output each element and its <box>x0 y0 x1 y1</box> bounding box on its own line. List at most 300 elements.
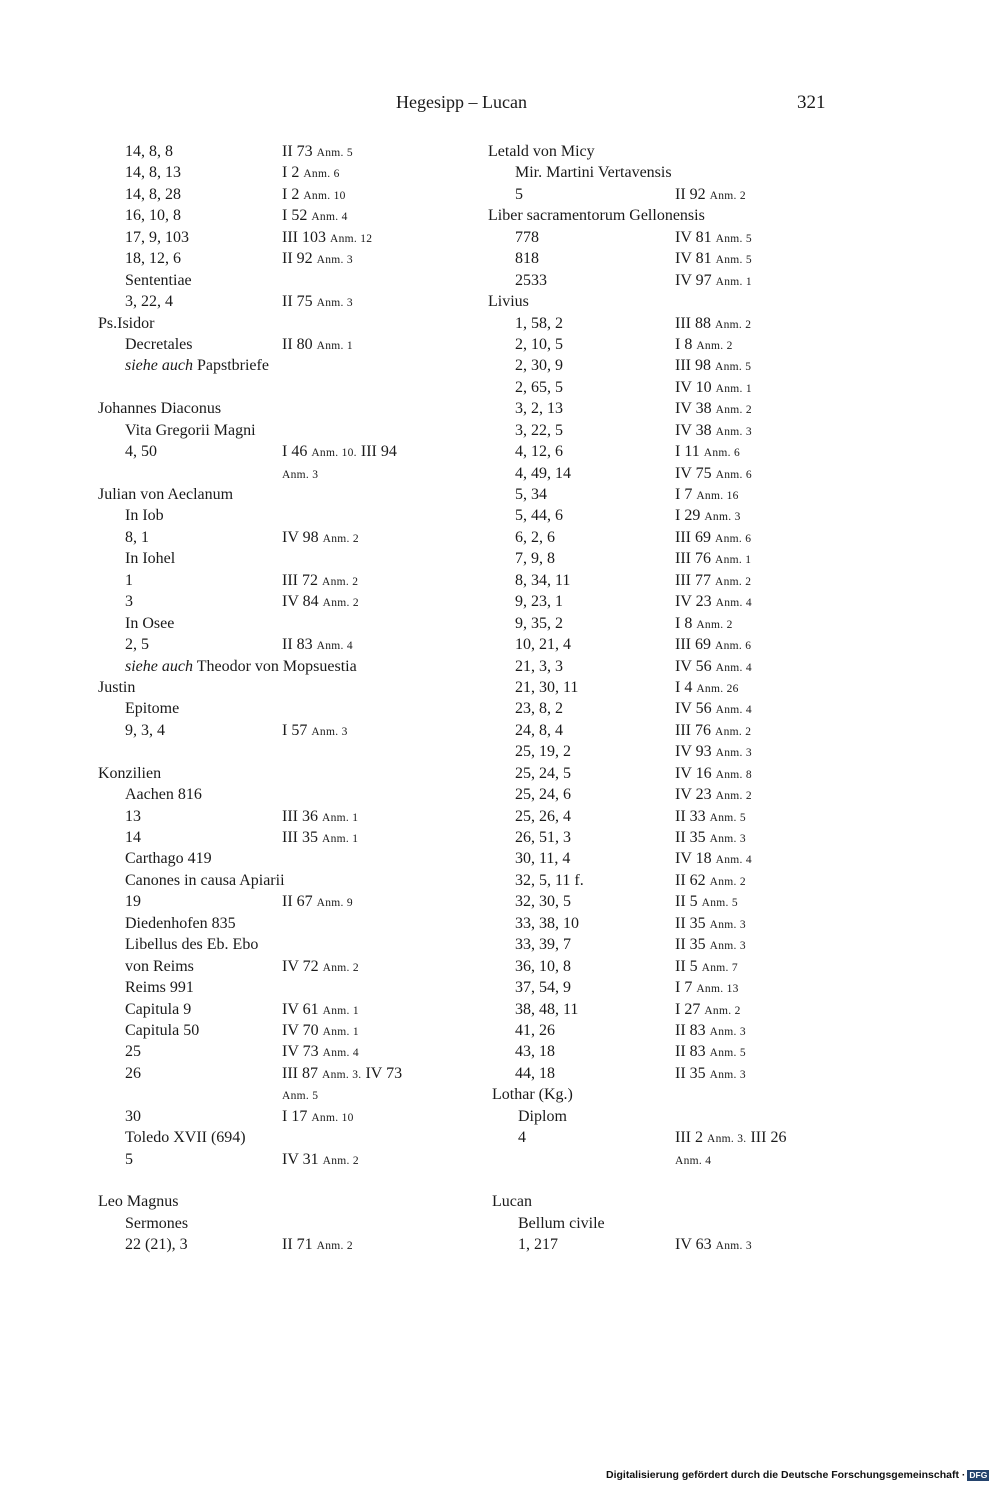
volume-page: III 103 <box>282 228 326 246</box>
entry-term: 36, 10, 8 <box>515 957 571 975</box>
entry-reference <box>282 527 359 550</box>
entry-term: 2, 10, 5 <box>515 335 563 353</box>
index-entry <box>488 913 838 934</box>
entry-term: In Osee <box>125 614 175 632</box>
entry-reference <box>282 1063 402 1086</box>
index-entry <box>488 870 838 891</box>
volume-page: II 67 <box>282 893 313 911</box>
entry-reference <box>675 827 746 850</box>
index-entry <box>488 848 838 869</box>
entry-reference <box>675 505 741 528</box>
entry-term: 33, 38, 10 <box>515 914 579 932</box>
entry-term: Capitula 50 <box>125 1021 200 1039</box>
index-entry <box>488 1213 838 1234</box>
volume-page: I 7 <box>675 979 693 997</box>
index-entry <box>488 398 838 419</box>
index-heading <box>488 291 838 312</box>
volume-page: III 76 <box>675 721 711 739</box>
entry-reference <box>282 162 340 185</box>
volume-page: IV 23 <box>675 786 712 804</box>
entry-term: Mir. Martini Vertavensis <box>515 164 672 182</box>
note-number: Anm. 2 <box>709 189 746 202</box>
entry-reference <box>282 1106 354 1129</box>
entry-term: Ps.Isidor <box>98 314 155 332</box>
entry-reference <box>282 441 397 464</box>
volume-page: II 83 <box>282 636 313 654</box>
entry-term: 5 <box>515 185 523 203</box>
volume-page: I 2 <box>282 164 300 182</box>
note-number: Anm. 2 <box>322 1154 359 1167</box>
entry-term: 9, 3, 4 <box>125 721 165 739</box>
volume-page: IV 16 <box>675 764 712 782</box>
note-number: Anm. 2 <box>321 575 359 588</box>
index-entry <box>488 420 838 441</box>
entry-term: 3 <box>125 593 133 611</box>
index-heading <box>488 1191 838 1212</box>
index-entry <box>98 634 458 655</box>
volume-page: I 57 <box>282 721 308 739</box>
note-number: Anm. 3 <box>316 254 353 267</box>
entry-term: Johannes Diaconus <box>98 400 222 418</box>
entry-term: Livius <box>488 293 529 311</box>
index-entry <box>98 441 458 462</box>
entry-reference <box>282 1041 359 1064</box>
index-entry <box>98 613 458 634</box>
volume-page: IV 56 <box>675 657 712 675</box>
entry-reference <box>675 870 746 893</box>
note-number: Anm. 9 <box>316 897 353 910</box>
entry-term: 13 <box>125 807 141 825</box>
entry-reference <box>282 1020 359 1043</box>
entry-reference <box>675 741 752 764</box>
note-number: Anm. 2 <box>322 597 359 610</box>
see-also-label: siehe auch <box>125 657 193 675</box>
entry-reference <box>675 720 751 743</box>
note-number: Anm. 3 <box>709 1025 746 1038</box>
note-number: Anm. 3 <box>311 725 348 738</box>
note-number: Anm. 1 <box>715 275 752 288</box>
note-number: Anm. 2 <box>704 1004 741 1017</box>
entry-term: 5 <box>125 1150 133 1168</box>
note-number: Anm. 2 <box>322 532 359 545</box>
entry-reference <box>675 420 752 443</box>
note-number: Anm. 2 <box>714 318 752 331</box>
digitization-footer: Digitalisierung gefördert durch die Deutsche Forschungsgemeinschaft · DFG <box>606 1469 988 1481</box>
volume-page: II 83 <box>675 1021 706 1039</box>
volume-page: III 36 <box>282 807 318 825</box>
volume-page: IV 73 <box>282 1043 319 1061</box>
entry-term: 5, 34 <box>515 486 547 503</box>
note-number: Anm. 3 <box>282 468 319 481</box>
index-entry <box>488 527 838 548</box>
entry-term: 14, 8, 13 <box>125 164 181 182</box>
volume-page: II 33 <box>675 807 706 825</box>
entry-reference <box>282 184 346 207</box>
volume-page: I 11 <box>675 443 700 461</box>
note-number: Anm. 6 <box>703 447 741 460</box>
entry-reference <box>282 1149 359 1172</box>
note-number: Anm. 5 <box>709 1047 746 1060</box>
entry-term: Diplom <box>518 1107 567 1125</box>
blank-line <box>98 1170 458 1191</box>
index-heading <box>98 763 458 784</box>
index-heading <box>488 1084 838 1105</box>
entry-term: 25, 26, 4 <box>515 807 571 825</box>
index-entry <box>488 891 838 912</box>
volume-page: II 73 <box>282 143 313 160</box>
index-entry <box>98 227 458 248</box>
see-also-label: siehe auch <box>125 357 193 375</box>
entry-term: Konzilien <box>98 764 162 782</box>
index-entry <box>98 270 458 291</box>
entry-reference <box>282 1234 353 1257</box>
note-number: Anm. 26 <box>696 682 739 695</box>
entry-term: Toledo XVII (694) <box>125 1129 246 1147</box>
entry-reference <box>675 377 752 400</box>
entry-reference <box>675 934 746 957</box>
index-entry <box>488 1041 838 1062</box>
volume-page: I 7 <box>675 486 693 503</box>
index-entry <box>98 505 458 526</box>
entry-term: Leo Magnus <box>98 1193 179 1211</box>
volume-page: III 94 <box>360 443 397 461</box>
volume-page: IV 18 <box>675 850 712 868</box>
entry-reference <box>282 248 353 271</box>
entry-reference <box>282 205 348 228</box>
volume-page: III 88 <box>675 314 711 332</box>
note-number: Anm. 1 <box>322 1025 359 1038</box>
index-heading <box>98 313 458 334</box>
entry-reference <box>282 634 353 657</box>
index-entry <box>488 1106 838 1127</box>
index-entry <box>98 934 458 955</box>
volume-page: II 83 <box>675 1043 706 1061</box>
entry-reference <box>675 656 752 679</box>
note-number: Anm. 5 <box>282 1090 319 1103</box>
index-entry <box>98 1213 458 1234</box>
note-number: Anm. 2 <box>696 618 733 631</box>
entry-term: Capitula 9 <box>125 1000 192 1018</box>
index-entry <box>488 934 838 955</box>
volume-page: III 77 <box>675 571 711 589</box>
index-entry <box>488 548 838 569</box>
note-number: Anm. 4 <box>715 661 752 674</box>
index-entry <box>488 784 838 805</box>
entry-term: 37, 54, 9 <box>515 979 571 997</box>
entry-reference <box>675 398 752 421</box>
note-number: Anm. 6 <box>714 532 752 545</box>
note-number: Anm. 4 <box>675 1154 712 1167</box>
index-entry <box>98 162 458 183</box>
index-entry <box>488 162 838 183</box>
volume-page: II 92 <box>282 250 313 268</box>
volume-page: IV 98 <box>282 528 319 546</box>
entry-term: 2, 65, 5 <box>515 378 563 396</box>
entry-reference <box>675 548 751 571</box>
note-number: Anm. 1 <box>714 554 752 567</box>
entry-term: 30, 11, 4 <box>515 850 571 868</box>
note-number: Anm. 4 <box>715 704 752 717</box>
entry-term: 5, 44, 6 <box>515 507 563 525</box>
index-entry <box>98 355 458 376</box>
note-number: Anm. 2 <box>322 961 359 974</box>
volume-page: II 5 <box>675 957 698 975</box>
index-entry <box>98 1063 458 1084</box>
entry-reference <box>675 891 738 914</box>
entry-reference <box>282 1084 318 1107</box>
entry-term: Canones in causa Apiarii <box>125 871 285 889</box>
note-number: Anm. 3 <box>709 833 746 845</box>
entry-term: 2533 <box>515 271 547 289</box>
note-number: Anm. 3 <box>704 511 741 524</box>
note-number: Anm. 3. <box>321 1068 362 1081</box>
entry-reference <box>675 227 752 250</box>
note-number: Anm. 5 <box>714 361 752 374</box>
index-entry <box>98 591 458 612</box>
note-number: Anm. 3 <box>715 1240 752 1253</box>
entry-reference <box>675 698 752 721</box>
entry-term: 14 <box>125 829 141 846</box>
entry-term: 818 <box>515 250 539 268</box>
note-number: Anm. 2 <box>714 575 752 588</box>
index-entry <box>98 977 458 998</box>
volume-page: IV 93 <box>675 743 712 761</box>
index-entry <box>98 1149 458 1170</box>
note-number: Anm. 10 <box>303 189 346 202</box>
index-entry <box>488 720 838 741</box>
entry-reference <box>282 591 359 614</box>
volume-page: I 52 <box>282 207 308 225</box>
entry-term: 24, 8, 4 <box>515 721 563 739</box>
entry-term: von Reims <box>125 957 194 975</box>
entry-reference <box>675 1127 786 1150</box>
volume-page: IV 72 <box>282 957 319 975</box>
index-heading <box>98 677 458 698</box>
entry-reference <box>282 334 353 357</box>
entry-term: In Iob <box>125 507 164 525</box>
entry-reference <box>282 956 359 979</box>
index-entry <box>488 248 838 269</box>
index-entry <box>488 1020 838 1041</box>
entry-reference <box>282 891 353 914</box>
entry-term: 38, 48, 11 <box>515 1000 579 1018</box>
entry-reference <box>675 1149 711 1172</box>
entry-reference <box>282 227 372 250</box>
note-number: Anm. 10. <box>311 447 357 460</box>
index-entry <box>488 441 838 462</box>
entry-term: 26, 51, 3 <box>515 829 571 846</box>
index-entry <box>488 977 838 998</box>
entry-term: siehe auch Theodor von Mopsuestia <box>125 657 357 675</box>
index-entry <box>488 184 838 205</box>
index-entry <box>488 741 838 762</box>
index-entry <box>488 698 838 719</box>
index-heading <box>98 1191 458 1212</box>
index-entry <box>98 570 458 591</box>
running-head: Hegesipp – Lucan <box>396 92 527 112</box>
reference-continuation <box>98 1084 458 1105</box>
index-entry <box>98 334 458 355</box>
volume-page: I 4 <box>675 678 693 696</box>
note-number: Anm. 2 <box>715 790 752 803</box>
note-number: Anm. 2 <box>714 725 752 738</box>
volume-page: IV 38 <box>675 421 712 439</box>
entry-term: Sermones <box>125 1214 189 1232</box>
note-number: Anm. 2 <box>696 339 733 352</box>
entry-term: 43, 18 <box>515 1043 555 1061</box>
entry-term: 2, 5 <box>125 636 149 654</box>
entry-term: Bellum civile <box>518 1214 605 1232</box>
entry-term: 25, 24, 5 <box>515 764 571 782</box>
index-heading <box>98 484 458 505</box>
entry-term: 1, 217 <box>518 1236 558 1254</box>
index-column-left <box>98 141 458 1256</box>
note-number: Anm. 1 <box>322 1004 359 1017</box>
entry-term: 30 <box>125 1107 141 1125</box>
note-number: Anm. 1 <box>715 382 752 395</box>
note-number: Anm. 12 <box>329 232 373 245</box>
dfg-logo: DFG <box>969 1469 988 1480</box>
entry-term: 8, 1 <box>125 528 149 546</box>
entry-term: 3, 22, 5 <box>515 421 563 439</box>
entry-reference <box>675 355 751 378</box>
volume-page: I 46 <box>282 443 308 461</box>
entry-reference <box>675 977 739 1000</box>
volume-page: III 69 <box>675 636 711 654</box>
entry-term: 7, 9, 8 <box>515 550 555 568</box>
entry-term: 3, 2, 13 <box>515 400 563 418</box>
volume-page: IV 56 <box>675 700 712 718</box>
entry-reference <box>675 956 738 979</box>
index-heading <box>488 205 838 226</box>
note-number: Anm. 1 <box>316 339 353 352</box>
note-number: Anm. 1 <box>321 811 359 824</box>
volume-page: I 17 <box>282 1107 308 1125</box>
volume-page: III 26 <box>750 1129 787 1147</box>
index-column-right <box>488 141 838 1256</box>
index-entry <box>98 291 458 312</box>
entry-term: 21, 30, 11 <box>515 678 579 696</box>
index-entry <box>98 420 458 441</box>
entry-reference <box>675 677 739 700</box>
index-entry <box>98 1041 458 1062</box>
entry-reference <box>675 913 746 936</box>
volume-page: IV 70 <box>282 1021 319 1039</box>
note-number: Anm. 16 <box>696 490 739 502</box>
volume-page: I 29 <box>675 507 701 525</box>
volume-page: II 71 <box>282 1236 313 1254</box>
entry-term: Carthago 419 <box>125 850 212 868</box>
entry-term: 9, 23, 1 <box>515 593 563 611</box>
note-number: Anm. 4 <box>715 597 752 610</box>
entry-term: Libellus des Eb. Ebo <box>125 936 259 954</box>
volume-page: IV 81 <box>675 250 712 268</box>
entry-term: 32, 30, 5 <box>515 893 571 911</box>
index-entry <box>488 763 838 784</box>
note-number: Anm. 13 <box>696 983 739 996</box>
index-entry <box>488 1127 838 1148</box>
index-entry <box>98 1127 458 1148</box>
entry-reference <box>675 634 751 657</box>
index-entry <box>488 677 838 698</box>
entry-reference <box>282 291 353 314</box>
index-entry <box>488 334 838 355</box>
index-entry <box>488 591 838 612</box>
entry-term: 4, 50 <box>125 443 157 461</box>
note-number: Anm. 2 <box>316 1240 353 1253</box>
entry-reference <box>675 763 752 786</box>
volume-page: II 62 <box>675 871 706 889</box>
blank-line <box>98 741 458 762</box>
note-number: Anm. 1 <box>321 833 359 845</box>
entry-term: 778 <box>515 228 539 246</box>
entry-term: Decretales <box>125 335 193 353</box>
note-number: Anm. 3 <box>715 747 752 760</box>
blank-line <box>98 377 458 398</box>
index-entry <box>488 956 838 977</box>
index-entry <box>488 355 838 376</box>
entry-reference <box>675 1041 746 1064</box>
entry-reference <box>675 484 739 507</box>
entry-reference <box>675 463 752 486</box>
volume-page: III 2 <box>675 1129 703 1147</box>
index-entry <box>98 956 458 977</box>
entry-term: 18, 12, 6 <box>125 250 181 268</box>
volume-page: III 87 <box>282 1064 318 1082</box>
note-number: Anm. 6 <box>715 468 752 481</box>
index-entry <box>488 806 838 827</box>
entry-term: Aachen 816 <box>125 786 202 804</box>
volume-page: III 35 <box>282 829 318 846</box>
entry-reference <box>282 827 358 850</box>
note-number: Anm. 4 <box>715 854 752 867</box>
note-number: Anm. 3 <box>715 425 752 438</box>
volume-page: IV 84 <box>282 593 319 611</box>
index-entry <box>98 656 458 677</box>
entry-term: 19 <box>125 893 141 911</box>
entry-reference <box>675 441 740 464</box>
note-number: Anm. 3 <box>709 940 746 953</box>
index-entry <box>488 270 838 291</box>
index-entry <box>98 248 458 269</box>
entry-reference <box>675 1020 746 1043</box>
entry-reference <box>282 570 358 593</box>
index-entry <box>98 184 458 205</box>
volume-page: II 35 <box>675 914 706 932</box>
entry-term: 14, 8, 8 <box>125 143 173 160</box>
entry-term: siehe auch Papstbriefe <box>125 357 269 375</box>
note-number: Anm. 8 <box>715 768 752 781</box>
entry-term: 8, 34, 11 <box>515 571 571 589</box>
volume-page: II 35 <box>675 936 706 954</box>
index-entry <box>488 634 838 655</box>
entry-term: Epitome <box>125 700 180 718</box>
index-entry <box>98 720 458 741</box>
volume-page: II 92 <box>675 185 706 203</box>
note-number: Anm. 5 <box>316 147 353 159</box>
entry-reference <box>675 999 741 1022</box>
entry-reference <box>282 463 318 486</box>
index-entry <box>98 1106 458 1127</box>
entry-term: 26 <box>125 1064 141 1082</box>
entry-term: 10, 21, 4 <box>515 636 571 654</box>
entry-reference <box>675 784 752 807</box>
entry-term: Diedenhofen 835 <box>125 914 236 932</box>
index-entry <box>488 656 838 677</box>
index-entry <box>98 527 458 548</box>
index-entry <box>488 1234 838 1255</box>
index-entry <box>98 205 458 226</box>
